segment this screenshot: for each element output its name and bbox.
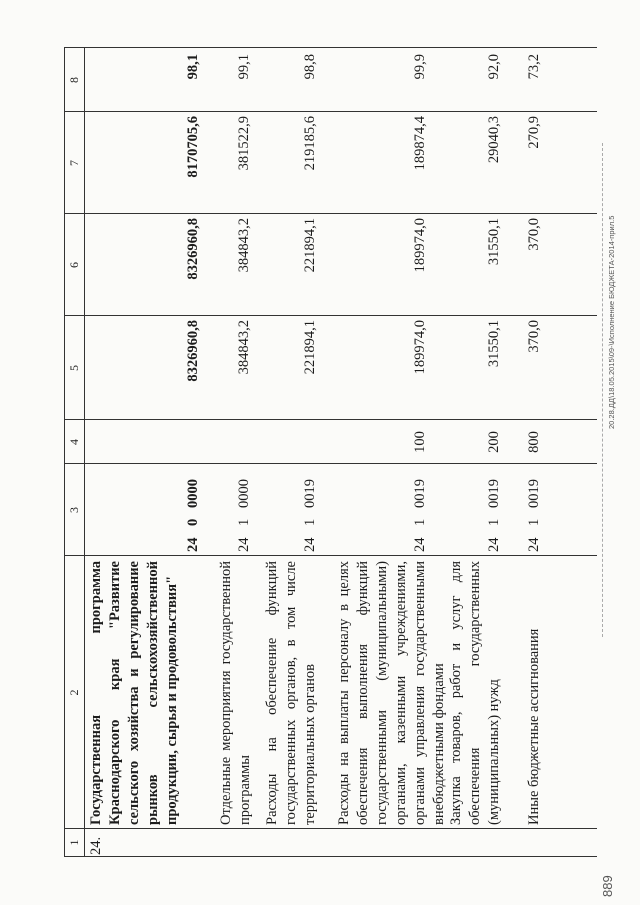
cell-col-6: 221894,1 — [302, 218, 318, 273]
cell-code-a: 24 — [486, 537, 502, 552]
header-col-4: 4 — [67, 439, 81, 445]
cell-code-c: 0000 — [185, 479, 201, 508]
col-divider — [65, 315, 597, 316]
footer-file-path: 20.28.ДД\18.05.2015\09-\Исполнение БЮДЖЕТА-2014-прил.5 — [607, 215, 616, 429]
cell-col-8: 98,1 — [185, 54, 201, 80]
row-description: Отдельные мероприятия государственной программы — [218, 561, 253, 825]
cell-col-8: 92,0 — [486, 54, 502, 80]
cell-code-b: 1 — [236, 518, 252, 526]
footer-rule — [602, 143, 603, 637]
budget-table — [64, 47, 597, 857]
col-divider — [65, 555, 597, 556]
cell-code-b: 1 — [302, 518, 318, 526]
header-col-2: 2 — [67, 689, 81, 696]
cell-col-7: 381522,9 — [236, 116, 252, 171]
cell-code-c: 0019 — [302, 479, 318, 508]
row-description: Расходы на обеспечение функций государственных органов, в том числе территориальных органов — [264, 561, 318, 825]
cell-col-6: 384843,2 — [236, 218, 252, 273]
row-description: Государственная программа Краснодарского края "Развитие сельского хозяйства и регулирование рынков сельскохозяйственной продукции, сырья и продовольствия" — [88, 561, 180, 825]
cell-expense-type: 200 — [486, 431, 502, 453]
cell-col-5: 189974,0 — [412, 320, 428, 375]
cell-col-7: 29040,3 — [486, 116, 502, 164]
row-description: Иные бюджетные ассигнования — [526, 628, 542, 825]
cell-col-8: 98,8 — [302, 54, 318, 80]
cell-col-5: 8326960,8 — [185, 320, 201, 382]
cell-col-6: 8326960,8 — [185, 218, 201, 280]
header-col-1: 1 — [67, 839, 81, 846]
cell-code-a: 24 — [236, 537, 252, 552]
cell-code-a: 24 — [185, 537, 201, 552]
header-col-7: 7 — [67, 160, 81, 166]
header-col-3: 3 — [67, 507, 81, 513]
cell-col-6: 189974,0 — [412, 218, 428, 273]
header-col-5: 5 — [67, 365, 81, 371]
cell-code-b: 0 — [185, 518, 201, 526]
cell-col-5: 31550,1 — [486, 320, 502, 368]
cell-col-5: 221894,1 — [302, 320, 318, 375]
col-divider — [65, 463, 597, 464]
cell-code-b: 1 — [412, 518, 428, 526]
col-divider — [65, 828, 597, 829]
cell-col-7: 8170705,6 — [185, 116, 201, 178]
cell-code-a: 24 — [412, 537, 428, 552]
cell-col-8: 99,1 — [236, 54, 252, 80]
cell-col-8: 99,9 — [412, 54, 428, 80]
col-divider — [65, 111, 597, 112]
cell-col-5: 370,0 — [526, 320, 542, 353]
cell-col-7: 270,9 — [526, 116, 542, 149]
cell-col-7: 219185,6 — [302, 116, 318, 171]
row-number: 24. — [88, 836, 104, 855]
cell-col-7: 189874,4 — [412, 116, 428, 171]
page-number: 889 — [600, 875, 615, 897]
col-divider — [65, 213, 597, 214]
cell-col-8: 73,2 — [526, 54, 542, 80]
cell-code-a: 24 — [302, 537, 318, 552]
row-description: Расходы на выплаты персоналу в целях обеспечения выполнения функций государственными (муниципальными) органами, казенными учреждениями, органами управления государственными внебюджетными фондами — [336, 561, 447, 825]
cell-col-6: 31550,1 — [486, 218, 502, 266]
cell-code-c: 0019 — [412, 479, 428, 508]
col-divider — [65, 419, 597, 420]
cell-code-a: 24 — [526, 537, 542, 552]
cell-code-b: 1 — [526, 518, 542, 526]
header-col-6: 6 — [67, 262, 81, 268]
cell-expense-type: 800 — [526, 431, 542, 453]
cell-col-6: 370,0 — [526, 218, 542, 251]
cell-code-c: 0019 — [526, 479, 542, 508]
cell-expense-type: 100 — [412, 431, 428, 453]
cell-code-b: 1 — [486, 518, 502, 526]
header-col-8: 8 — [67, 77, 81, 83]
cell-code-c: 0019 — [486, 479, 502, 508]
row-description: Закупка товаров, работ и услуг для обеспечения государственных (муниципальных) нужд — [448, 561, 502, 825]
cell-col-5: 384843,2 — [236, 320, 252, 375]
cell-code-c: 0000 — [236, 479, 252, 508]
